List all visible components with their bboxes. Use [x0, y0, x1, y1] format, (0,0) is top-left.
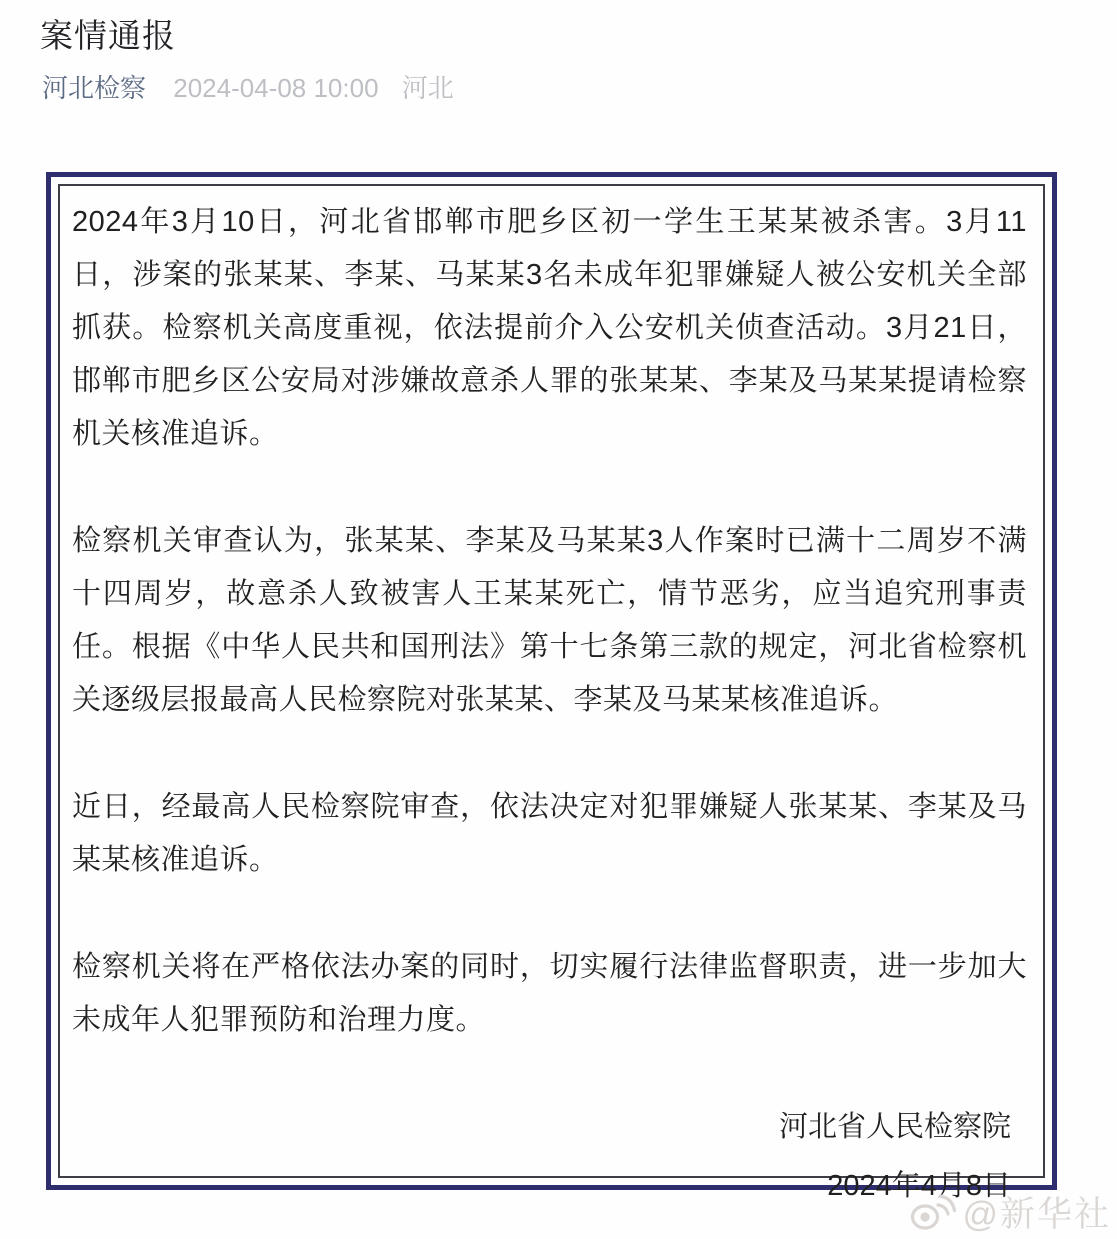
signature-organization: 河北省人民检察院 [778, 1111, 1011, 1143]
byline [42, 72, 454, 104]
publish-location: 河北 [401, 73, 454, 103]
notice-paragraph-4: 检察机关将在严格依法办案的同时，切实履行法律监督职责，进一步加大未成年人犯罪预防和治理力度。 [72, 951, 1027, 1036]
watermark [908, 1187, 1111, 1237]
notice-paragraph-2: 检察机关审查认为，张某某、李某及马某某3人作案时已满十二周岁不满十四周岁，故意杀人致被害人王某某死亡，情节恶劣，应当追究刑事责任。根据《中华人民共和国刑法》第十七条第三款的规定，河北省检察机关逐级层报最高人民检察院对张某某、李某及马某某核准追诉。 [72, 525, 1027, 716]
notice-paragraph-3: 近日，经最高人民检察院审查，依法决定对犯罪嫌疑人张某某、李某及马某某核准追诉。 [72, 791, 1027, 876]
author-link[interactable]: 河北检察 [42, 73, 147, 103]
notice-box-inner [58, 184, 1045, 1202]
notice-paragraph-1: 2024年3月10日，河北省邯郸市肥乡区初一学生王某某被杀害。3月11日，涉案的张某某、李某、马某某3名未成年犯罪嫌疑人被公安机关全部抓获。检察机关高度重视，依法提前介入公安机关侦查活动。3月21日，邯郸市肥乡区公安局对涉嫌故意杀人罪的张某某、李某及马某某提请检察机关核准追诉。 [72, 206, 1027, 450]
notice-box [46, 172, 1057, 1202]
signature-date: 2024年4月8日 [827, 1170, 1011, 1202]
weibo-icon [908, 1192, 954, 1232]
page-title: 案情通报 [40, 17, 176, 54]
signature-block [72, 1101, 1027, 1213]
watermark-text: @新华社 [962, 1195, 1111, 1234]
publish-timestamp: 2024-04-08 10:00 [173, 73, 379, 103]
